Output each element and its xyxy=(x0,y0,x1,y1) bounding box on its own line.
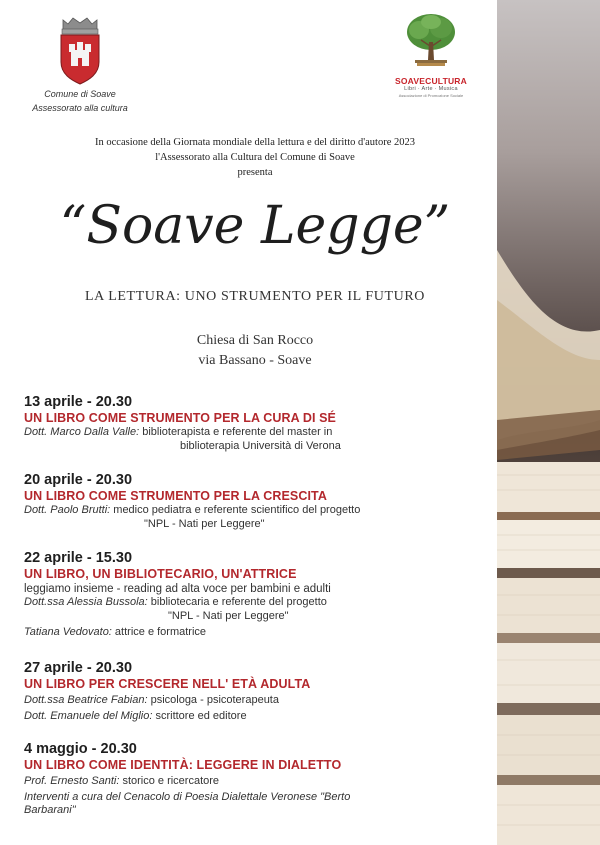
speaker-name: Dott.ssa Beatrice Fabian: xyxy=(24,694,148,706)
event-date: 13 aprile - 20.30 xyxy=(24,394,133,410)
speaker-role: bibliotecaria e referente del progetto xyxy=(147,596,327,608)
intro-line-2: l'Assessorato alla Cultura del Comune di Soave xyxy=(155,152,355,163)
event-talk-title: UN LIBRO COME STRUMENTO PER LA CRESCITA xyxy=(24,489,327,503)
speaker-name: Dott.ssa Alessia Bussola: xyxy=(24,596,148,608)
venue xyxy=(20,331,490,371)
event-title: “Soave Legge” xyxy=(59,196,451,256)
speaker-line: Interventi a cura del Cenacolo di Poesia Dialettale Veronese "Berto xyxy=(24,790,351,803)
speaker-role: psicologa - psicoterapeuta xyxy=(147,694,279,706)
speaker-line xyxy=(24,426,494,440)
speaker-role: attrice e formatrice xyxy=(111,626,207,638)
speaker-role: biblioterapista e referente del master in xyxy=(139,426,333,438)
books-photo xyxy=(497,0,600,845)
event-talk-title: UN LIBRO PER CRESCERE NELL' ETÀ ADULTA xyxy=(24,677,311,691)
event-item xyxy=(24,394,494,453)
event-date: 22 aprile - 15.30 xyxy=(24,550,133,566)
logo-tagline: Libri · Arte · Musica xyxy=(404,86,458,92)
speaker-name: Dott. Emanuele del Miglio: xyxy=(24,709,153,722)
speaker-role: medico pediatra e referente scientifico del progetto xyxy=(110,504,361,516)
comune-name: Comune di Soave xyxy=(44,89,116,99)
event-item xyxy=(24,472,494,531)
speaker-line xyxy=(24,775,494,789)
event-date: 4 maggio - 20.30 xyxy=(24,741,137,757)
intro-text xyxy=(20,135,490,180)
speaker-line xyxy=(24,710,494,724)
logo-name: SOAVECULTURA xyxy=(395,76,467,86)
event-talk-title: UN LIBRO, UN BIBLIOTECARIO, UN'ATTRICE xyxy=(24,567,297,581)
speaker-line: Barbarani" xyxy=(24,804,76,816)
event-item xyxy=(24,741,494,818)
comune-crest-block xyxy=(30,14,130,114)
speaker-line xyxy=(24,596,494,610)
speaker-role: scrittore ed editore xyxy=(152,709,247,722)
soavecultura-logo xyxy=(386,12,476,99)
event-item xyxy=(24,660,494,723)
venue-address: via Bassano - Soave xyxy=(198,353,312,368)
books-illustration xyxy=(497,0,600,845)
speaker-role-cont: "NPL - Nati per Leggere" xyxy=(168,609,289,622)
event-description: leggiamo insieme - reading ad alta voce per bambini e adulti xyxy=(24,583,331,595)
speaker-line xyxy=(24,694,494,708)
event-subtitle: LA LETTURA: UNO STRUMENTO PER IL FUTURO xyxy=(85,289,425,304)
speaker-role-cont: biblioterapia Università di Verona xyxy=(180,439,341,452)
speaker-role-cont: "NPL - Nati per Leggere" xyxy=(144,517,265,530)
intro-line-1: In occasione della Giornata mondiale della lettura e del diritto d'autore 2023 xyxy=(95,137,415,148)
speaker-name: Dott. Marco Dalla Valle: xyxy=(24,426,140,438)
tree-logo-icon xyxy=(401,12,461,70)
event-date: 27 aprile - 20.30 xyxy=(24,660,133,676)
speaker-role: storico e ricercatore xyxy=(119,775,220,787)
event-talk-title: UN LIBRO COME STRUMENTO PER LA CURA DI SÉ xyxy=(24,411,336,425)
speaker-name: Dott. Paolo Brutti: xyxy=(24,504,111,516)
event-item xyxy=(24,550,494,640)
intro-line-3: presenta xyxy=(237,167,273,178)
event-talk-title: UN LIBRO COME IDENTITÀ: LEGGERE IN DIALETTO xyxy=(24,758,342,772)
logo-subtag: Associazione di Promozione Sociale xyxy=(398,93,464,98)
speaker-name: Prof. Ernesto Santi: xyxy=(24,775,120,787)
event-date: 20 aprile - 20.30 xyxy=(24,472,133,488)
speaker-name: Tatiana Vedovato: xyxy=(24,626,112,638)
assessorato-name: Assessorato alla cultura xyxy=(32,103,128,113)
venue-name: Chiesa di San Rocco xyxy=(196,333,314,348)
speaker-line xyxy=(24,626,494,640)
speaker-line xyxy=(24,504,494,518)
coat-of-arms-icon xyxy=(55,14,105,86)
